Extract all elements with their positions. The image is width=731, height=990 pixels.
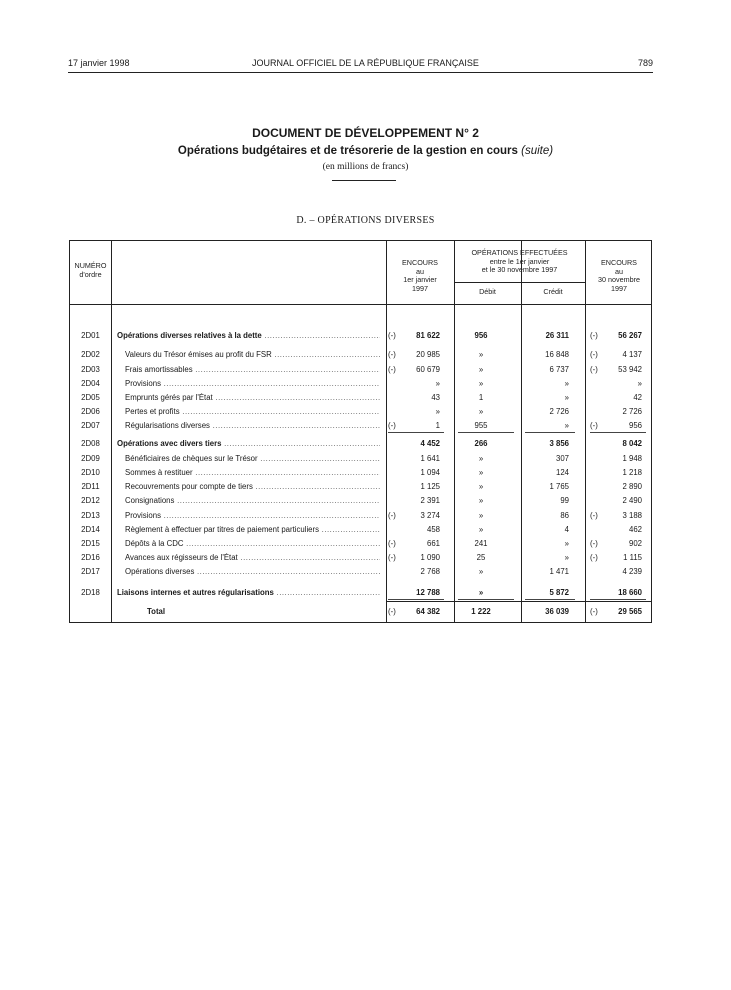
row-code: 2D02 [81, 350, 100, 359]
header-ordre-line: d'ordre [79, 269, 102, 279]
value-encours-end: 29 565 [618, 607, 642, 616]
value-encours-start: 458 [426, 525, 440, 534]
row-code: 2D06 [81, 407, 100, 416]
row-label: Opérations diverses ..... [125, 567, 380, 576]
value-debit: 956 [474, 331, 488, 340]
row-label: Opérations diverses relatives à la dette ..... [117, 331, 380, 340]
value-debit: » [478, 482, 484, 491]
sign-encours-start: (-) [388, 331, 396, 340]
value-debit: 1 222 [471, 607, 491, 616]
value-encours-start: 1 090 [420, 553, 440, 562]
row-label: Recouvrements pour compte de tiers ..... [125, 482, 380, 491]
subtotal-rule [525, 432, 575, 433]
value-credit: 16 848 [545, 350, 569, 359]
row-code: 2D13 [81, 511, 100, 520]
value-debit: » [478, 454, 484, 463]
header-bottom-rule [70, 304, 651, 305]
value-credit: 3 856 [549, 439, 569, 448]
value-debit: 1 [478, 393, 484, 402]
table-row [70, 605, 653, 619]
header-line: au [416, 266, 424, 276]
table-row [70, 509, 653, 523]
value-encours-end: 2 490 [622, 496, 642, 505]
sign-encours-start: (-) [388, 553, 396, 562]
table-row [70, 391, 653, 405]
table-row [70, 363, 653, 377]
table-row [70, 551, 653, 565]
units-rule [332, 180, 396, 181]
sign-encours-end: (-) [590, 350, 598, 359]
header-line: 1997 [611, 283, 627, 293]
header-encours-start [386, 259, 454, 293]
table-row [70, 329, 653, 343]
value-encours-start: 2 391 [420, 496, 440, 505]
row-code: 2D18 [81, 588, 100, 597]
row-label: Régularisations diverses ..... [125, 421, 380, 430]
row-label: Dépôts à la CDC ..... [125, 539, 380, 548]
value-debit: 25 [476, 553, 486, 562]
value-debit: 241 [474, 539, 488, 548]
value-encours-start: 1 125 [420, 482, 440, 491]
value-debit: 955 [474, 421, 488, 430]
value-encours-start: » [435, 407, 440, 416]
row-label: Total [147, 607, 166, 616]
value-debit: » [478, 468, 484, 477]
header-line: entre le 1er janvier [489, 256, 550, 266]
sign-encours-end: (-) [590, 539, 598, 548]
value-credit: 124 [555, 468, 569, 477]
sign-encours-start: (-) [388, 607, 396, 616]
value-credit: 1 471 [549, 567, 569, 576]
row-code: 2D11 [81, 482, 100, 491]
subtotal-rule [458, 599, 514, 600]
row-label: Bénéficiaires de chèques sur le Trésor ..... [125, 454, 380, 463]
header-line: ENCOURS [601, 258, 637, 267]
table-row [70, 466, 653, 480]
value-encours-start: 1 641 [420, 454, 440, 463]
value-encours-start: 661 [426, 539, 440, 548]
table-row [70, 377, 653, 391]
row-code: 2D17 [81, 567, 100, 576]
row-code: 2D05 [81, 393, 100, 402]
document-title: DOCUMENT DE DÉVELOPPEMENT N° 2 [252, 126, 479, 140]
value-credit: » [564, 393, 569, 402]
value-debit: » [478, 350, 484, 359]
value-encours-start: 64 382 [416, 607, 440, 616]
table-row [70, 452, 653, 466]
row-code: 2D09 [81, 454, 100, 463]
value-credit: 307 [555, 454, 569, 463]
value-debit: 266 [474, 439, 488, 448]
table-row [70, 537, 653, 551]
value-debit: » [478, 407, 484, 416]
row-label: Sommes à restituer ..... [125, 468, 380, 477]
value-credit: 99 [560, 496, 569, 505]
sign-encours-start: (-) [388, 350, 396, 359]
sign-encours-start: (-) [388, 539, 396, 548]
table-row [70, 565, 653, 579]
header-numero [70, 262, 111, 279]
row-code: 2D08 [81, 439, 100, 448]
value-debit: » [478, 365, 484, 374]
subtotal-rule [525, 599, 575, 600]
header-line: 1er janvier [403, 275, 437, 284]
value-encours-start: 1 [435, 421, 440, 430]
sign-encours-start: (-) [388, 511, 396, 520]
value-encours-end: 4 239 [622, 567, 642, 576]
row-code: 2D07 [81, 421, 100, 430]
row-code: 2D04 [81, 379, 100, 388]
value-credit: » [564, 421, 569, 430]
value-encours-end: 1 218 [622, 468, 642, 477]
value-credit: 36 039 [545, 607, 569, 616]
table-row [70, 586, 653, 600]
row-code: 2D01 [81, 331, 100, 340]
header-encours-end [585, 259, 653, 293]
value-credit: 2 726 [549, 407, 569, 416]
subtotal-rule [388, 432, 444, 433]
value-debit: » [478, 588, 484, 597]
value-encours-end: 2 890 [622, 482, 642, 491]
value-credit: 4 [564, 525, 569, 534]
value-encours-start: 4 452 [420, 439, 440, 448]
header-date: 17 janvier 1998 [68, 58, 130, 68]
section-title: D. – OPÉRATIONS DIVERSES [296, 215, 435, 226]
value-encours-end: 3 188 [622, 511, 642, 520]
header-debit: Débit [479, 287, 496, 296]
value-encours-end: 902 [628, 539, 642, 548]
value-debit: » [478, 525, 484, 534]
row-label: Provisions ..... [125, 511, 380, 520]
subtitle-suffix: (suite) [521, 145, 554, 157]
sign-encours-start: (-) [388, 365, 396, 374]
header-line: 1997 [412, 283, 428, 293]
value-debit: » [478, 567, 484, 576]
header-line: OPÉRATIONS EFFECTUÉES [471, 248, 568, 257]
value-encours-end: 8 042 [622, 439, 642, 448]
table-row [70, 348, 653, 362]
row-label: Frais amortissables ..... [125, 365, 380, 374]
value-encours-start: 12 788 [416, 588, 440, 597]
header-split-rule [454, 282, 585, 283]
row-label: Emprunts gérés par l'État ..... [125, 393, 380, 402]
value-credit: 1 765 [549, 482, 569, 491]
sign-encours-end: (-) [590, 365, 598, 374]
value-encours-end: 42 [633, 393, 642, 402]
header-line: et le 30 novembre 1997 [481, 265, 558, 274]
header-line: ENCOURS [402, 258, 438, 267]
header-line: au [615, 266, 623, 276]
value-encours-start: » [435, 379, 440, 388]
subtotal-rule [590, 432, 646, 433]
total-rule [386, 601, 651, 602]
value-credit: 5 872 [549, 588, 569, 597]
value-encours-start: 43 [431, 393, 440, 402]
value-credit: 86 [560, 511, 569, 520]
value-encours-end: 1 115 [623, 553, 642, 562]
subtotal-rule [590, 599, 646, 600]
row-code: 2D03 [81, 365, 100, 374]
sign-encours-end: (-) [590, 331, 598, 340]
value-encours-end: 2 726 [622, 407, 642, 416]
row-label: Valeurs du Trésor émises au profit du FSR ..... [125, 350, 380, 359]
row-label: Consignations ..... [125, 496, 380, 505]
document-subtitle [0, 145, 731, 157]
value-encours-start: 81 622 [416, 331, 440, 340]
sign-encours-end: (-) [590, 607, 598, 616]
subtitle-text: Opérations budgétaires et de trésorerie de la gestion en cours [177, 145, 518, 157]
value-encours-start: 3 274 [420, 511, 440, 520]
row-code: 2D16 [81, 553, 100, 562]
value-encours-end: 4 137 [622, 350, 642, 359]
value-debit: » [478, 379, 484, 388]
value-encours-start: 60 679 [416, 365, 440, 374]
header-rule [68, 72, 653, 73]
value-debit: » [478, 496, 484, 505]
value-encours-end: 56 267 [618, 331, 642, 340]
row-label: Avances aux régisseurs de l'État ..... [125, 553, 380, 562]
sign-encours-end: (-) [590, 511, 598, 520]
table-row [70, 405, 653, 419]
value-encours-end: 1 948 [622, 454, 642, 463]
value-encours-end: 18 660 [618, 588, 642, 597]
value-credit: » [564, 553, 569, 562]
header-line: 30 novembre [598, 275, 640, 284]
row-code: 2D14 [81, 525, 100, 534]
value-encours-start: 20 985 [416, 350, 440, 359]
header-credit: Crédit [543, 287, 563, 296]
row-code: 2D10 [81, 468, 100, 477]
sign-encours-start: (-) [388, 421, 396, 430]
sign-encours-end: (-) [590, 421, 598, 430]
header-operations [454, 249, 585, 275]
row-label: Provisions ..... [125, 379, 380, 388]
table-row [70, 437, 653, 451]
value-credit: 26 311 [545, 331, 569, 340]
value-credit: 6 737 [549, 365, 569, 374]
subtotal-rule [388, 599, 444, 600]
table-row [70, 419, 653, 433]
header-journal-title: JOURNAL OFFICIEL DE LA RÉPUBLIQUE FRANÇAISE [252, 58, 479, 68]
operations-table [69, 240, 652, 623]
subtotal-rule [458, 432, 514, 433]
value-encours-start: 2 768 [420, 567, 440, 576]
header-page-number: 789 [637, 58, 653, 68]
row-code: 2D12 [81, 496, 100, 505]
value-encours-end: 462 [628, 525, 642, 534]
row-label: Règlement à effectuer par titres de paiement particuliers ..... [125, 525, 380, 534]
value-credit: » [564, 539, 569, 548]
row-label: Pertes et profits ..... [125, 407, 380, 416]
table-row [70, 523, 653, 537]
table-row [70, 480, 653, 494]
value-encours-end: 53 942 [618, 365, 642, 374]
row-code: 2D15 [81, 539, 100, 548]
value-encours-start: 1 094 [420, 468, 440, 477]
value-encours-end: » [637, 379, 642, 388]
sign-encours-end: (-) [590, 553, 598, 562]
header-numero-line: NUMÉRO [74, 261, 107, 270]
value-credit: » [564, 379, 569, 388]
value-debit: » [478, 511, 484, 520]
table-row [70, 494, 653, 508]
row-label: Liaisons internes et autres régularisations ..... [117, 588, 380, 597]
row-label: Opérations avec divers tiers ..... [117, 439, 380, 448]
value-encours-end: 956 [628, 421, 642, 430]
units-note: (en millions de francs) [322, 162, 409, 172]
